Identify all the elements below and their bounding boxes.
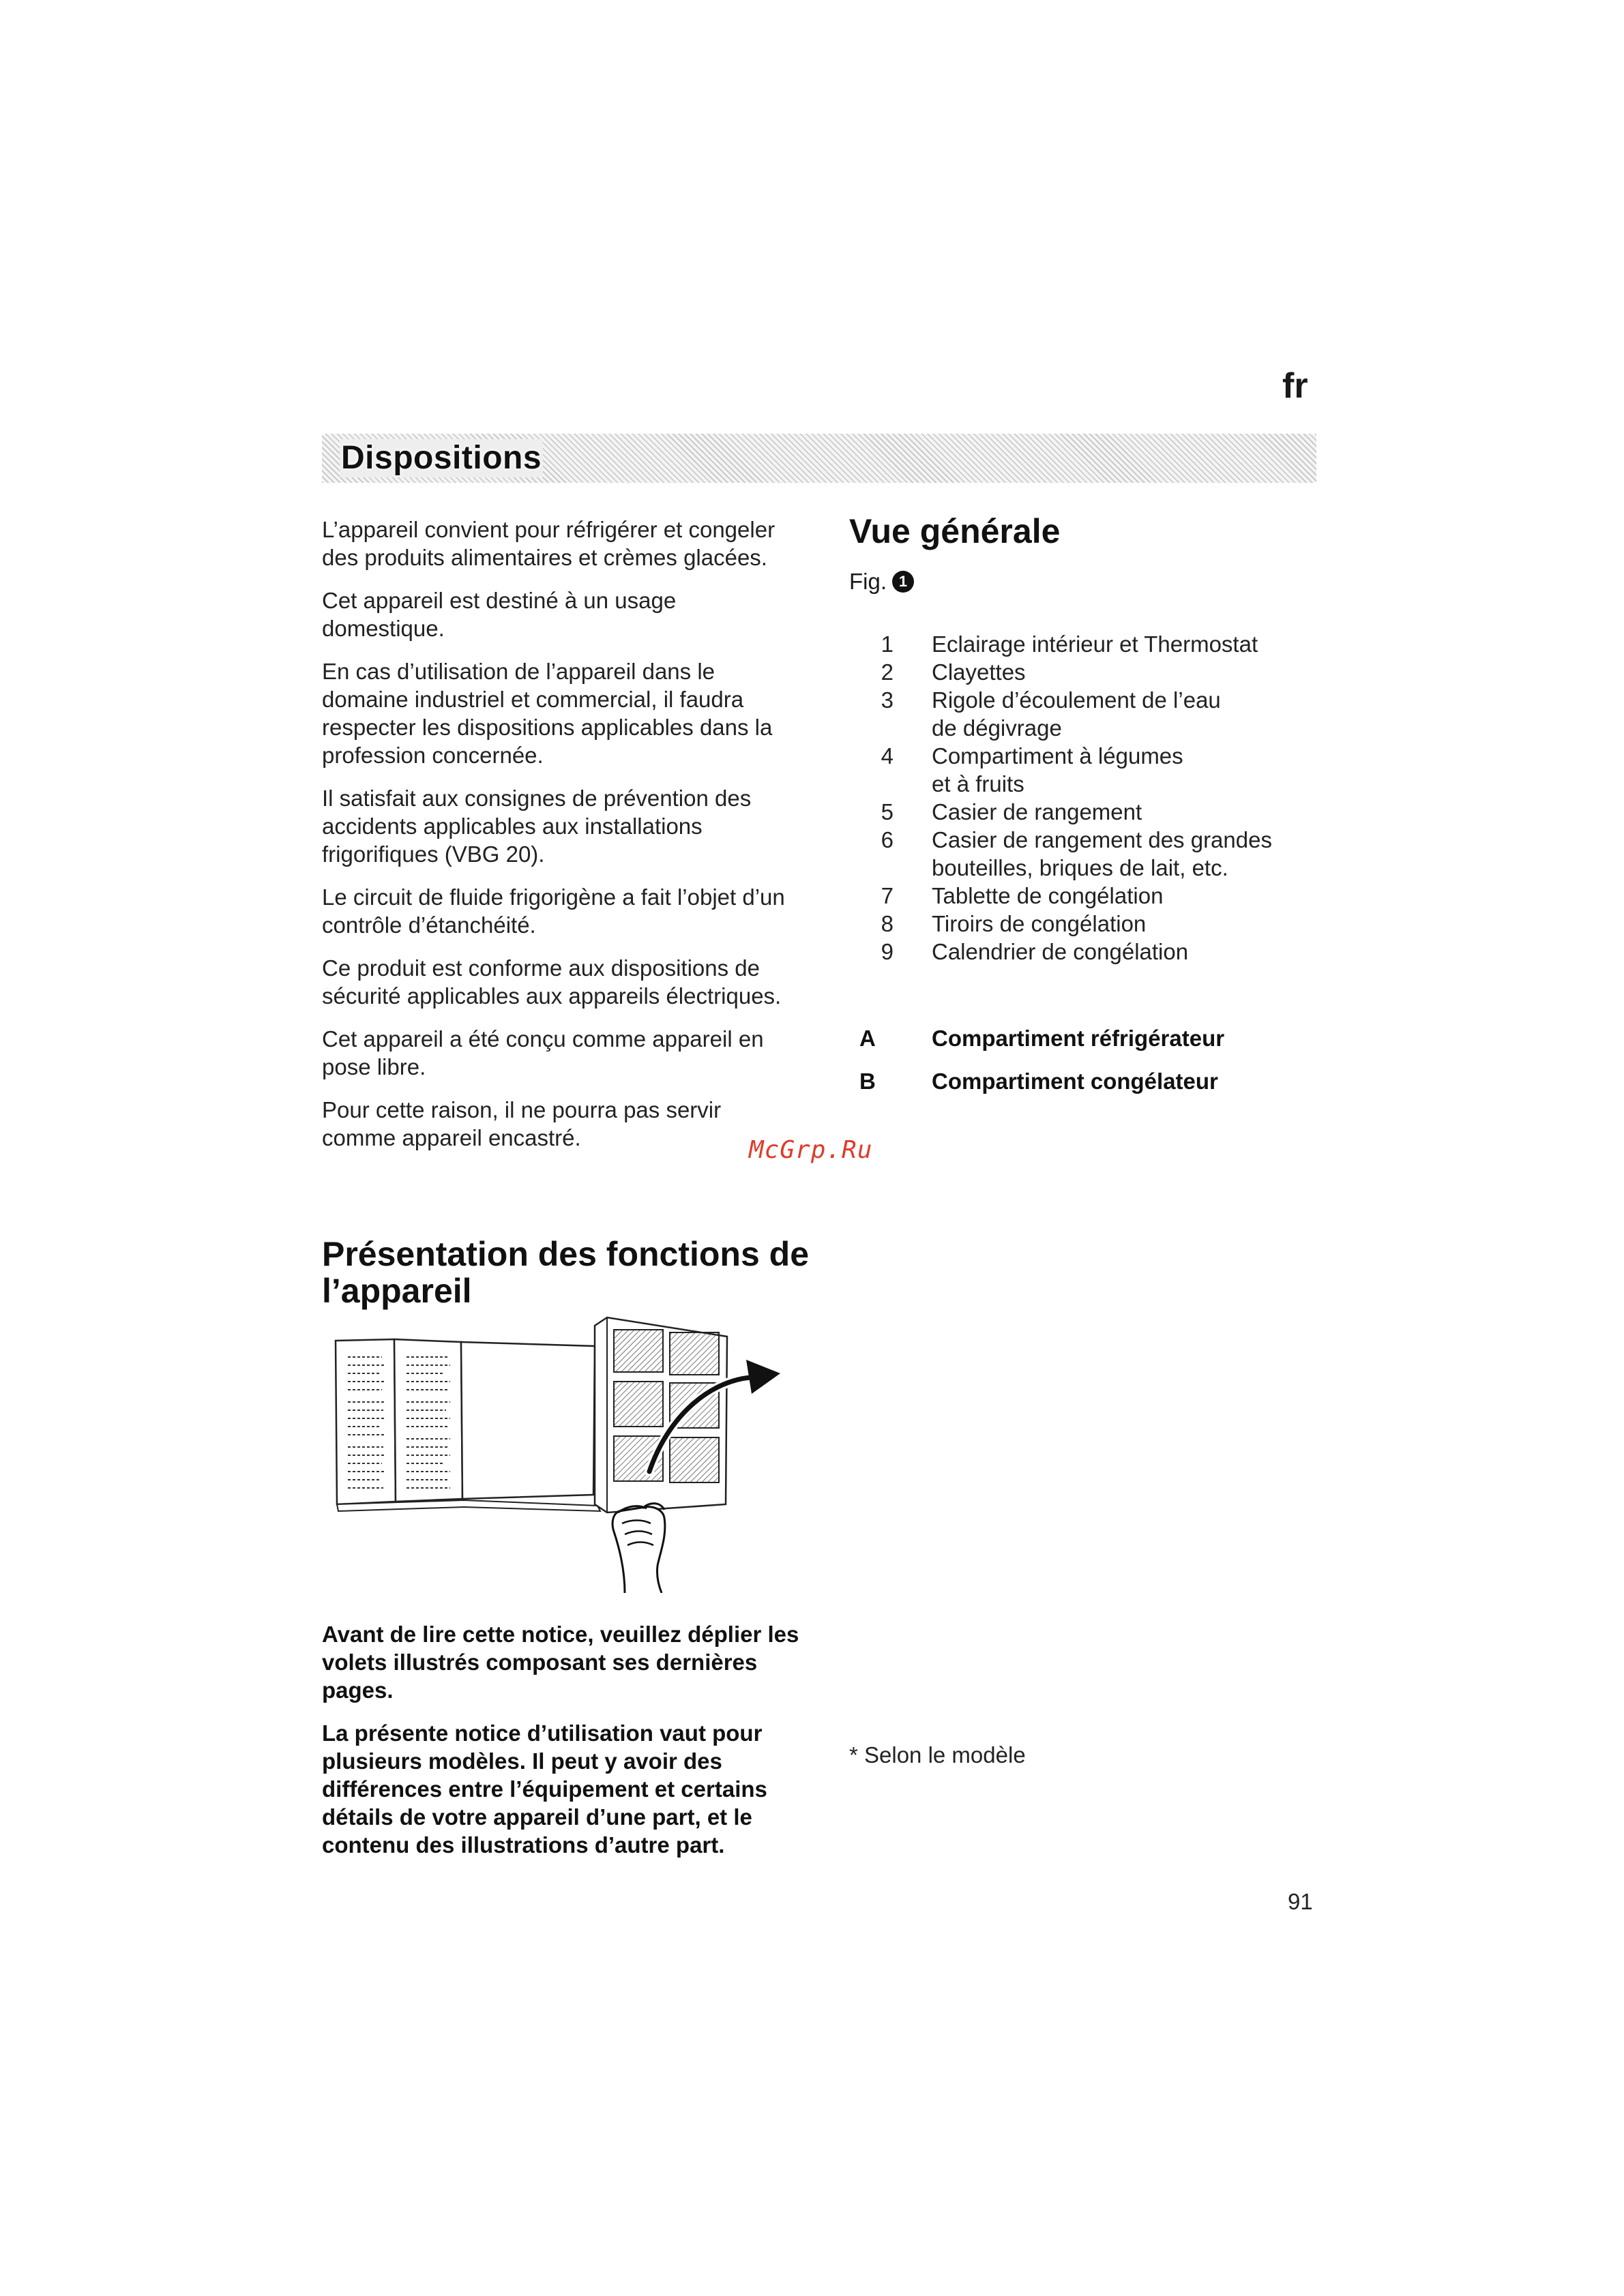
item-text	[932, 686, 1221, 742]
paragraph: En cas d’utilisation de l’appareil dans le domaine industriel et commercial, il faudra respecter les dispositions applicables dans la profession concernée.	[322, 659, 773, 768]
item-number: 3	[881, 687, 894, 713]
item-text	[932, 742, 1183, 798]
component-list	[859, 630, 1337, 966]
foldout-note: Avant de lire cette notice, veuillez déplier les volets illustrés composant ses dernières pages.	[322, 1622, 799, 1703]
legend-text: Compartiment congélateur	[932, 1069, 1218, 1094]
item-text: Eclairage intérieur et Thermostat	[932, 631, 1258, 657]
item-text: Calendrier de congélation	[932, 939, 1189, 964]
figure-label: Fig.	[849, 569, 887, 594]
section-title: Dispositions	[341, 440, 542, 476]
overview-heading: Vue générale	[849, 512, 1061, 550]
item-number: 6	[881, 827, 894, 852]
item-text: Tablette de congélation	[932, 883, 1164, 908]
item-line-1: Rigole d’écoulement de l’eau	[932, 687, 1221, 713]
item-line-2: de dégivrage	[932, 715, 1062, 741]
figure-number-badge: 1	[892, 571, 914, 593]
dispositions-text	[322, 516, 799, 1167]
item-number: 9	[881, 939, 894, 964]
paragraph: Il satisfait aux consignes de prévention des accidents applicables aux installations frigorifiques (VBG 20).	[322, 786, 752, 867]
list-item	[859, 910, 1337, 938]
compartment-legend	[859, 1024, 1337, 1110]
bold-notes	[322, 1620, 799, 1874]
list-item	[859, 882, 1337, 910]
list-item	[859, 798, 1337, 826]
item-text	[932, 826, 1272, 882]
paragraph: Ce produit est conforme aux dispositions de sécurité applicables aux appareils électriques.	[322, 955, 782, 1009]
list-item	[859, 686, 1337, 742]
item-number: 2	[881, 659, 894, 685]
legend-item	[859, 1024, 1337, 1052]
paragraph: Le circuit de fluide frigorigène a fait l’objet d’un contrôle d’étanchéité.	[322, 884, 785, 938]
list-item	[859, 938, 1337, 966]
item-number: 4	[881, 743, 894, 769]
footnote: * Selon le modèle	[849, 1742, 1026, 1768]
item-line-2: et à fruits	[932, 771, 1024, 796]
item-line-2: bouteilles, briques de lait, etc.	[932, 855, 1228, 880]
paragraph: Cet appareil est destiné à un usage domestique.	[322, 588, 677, 641]
section-banner	[322, 434, 1316, 483]
item-text: Clayettes	[932, 659, 1026, 685]
item-number: 7	[881, 883, 894, 908]
figure-reference	[849, 567, 914, 595]
legend-letter: B	[859, 1069, 876, 1094]
list-item	[859, 742, 1337, 798]
list-item	[859, 630, 1337, 658]
list-item	[859, 826, 1337, 882]
language-tag: fr	[1282, 366, 1308, 406]
models-note: La présente notice d’utilisation vaut pour plusieurs modèles. Il peut y avoir des différences entre l’équipement et certains détails de votre appareil d’une part, et le contenu des illustrations d’autre part.	[322, 1720, 767, 1858]
item-line-1: Compartiment à légumes	[932, 743, 1183, 769]
paragraph: Cet appareil a été conçu comme appareil en pose libre.	[322, 1026, 764, 1079]
paragraph: Pour cette raison, il ne pourra pas servir comme appareil encastré.	[322, 1097, 722, 1150]
watermark-link[interactable]: McGrp.Ru	[749, 1136, 873, 1164]
legend-item	[859, 1067, 1337, 1095]
item-line-1: Casier de rangement des grandes	[932, 827, 1272, 852]
item-number: 8	[881, 911, 894, 936]
item-text: Tiroirs de congélation	[932, 911, 1147, 936]
paragraph: L’appareil convient pour réfrigérer et congeler des produits alimentaires et crèmes glacées.	[322, 517, 776, 570]
item-number: 5	[881, 799, 894, 824]
functions-heading: Présentation des fonctions de l’appareil	[322, 1235, 810, 1310]
page-number: 91	[1288, 1889, 1313, 1914]
legend-text: Compartiment réfrigérateur	[932, 1026, 1225, 1051]
item-number: 1	[881, 631, 894, 657]
foldout-illustration	[327, 1307, 791, 1593]
item-text: Casier de rangement	[932, 799, 1142, 824]
legend-letter: A	[859, 1026, 876, 1051]
list-item	[859, 658, 1337, 686]
